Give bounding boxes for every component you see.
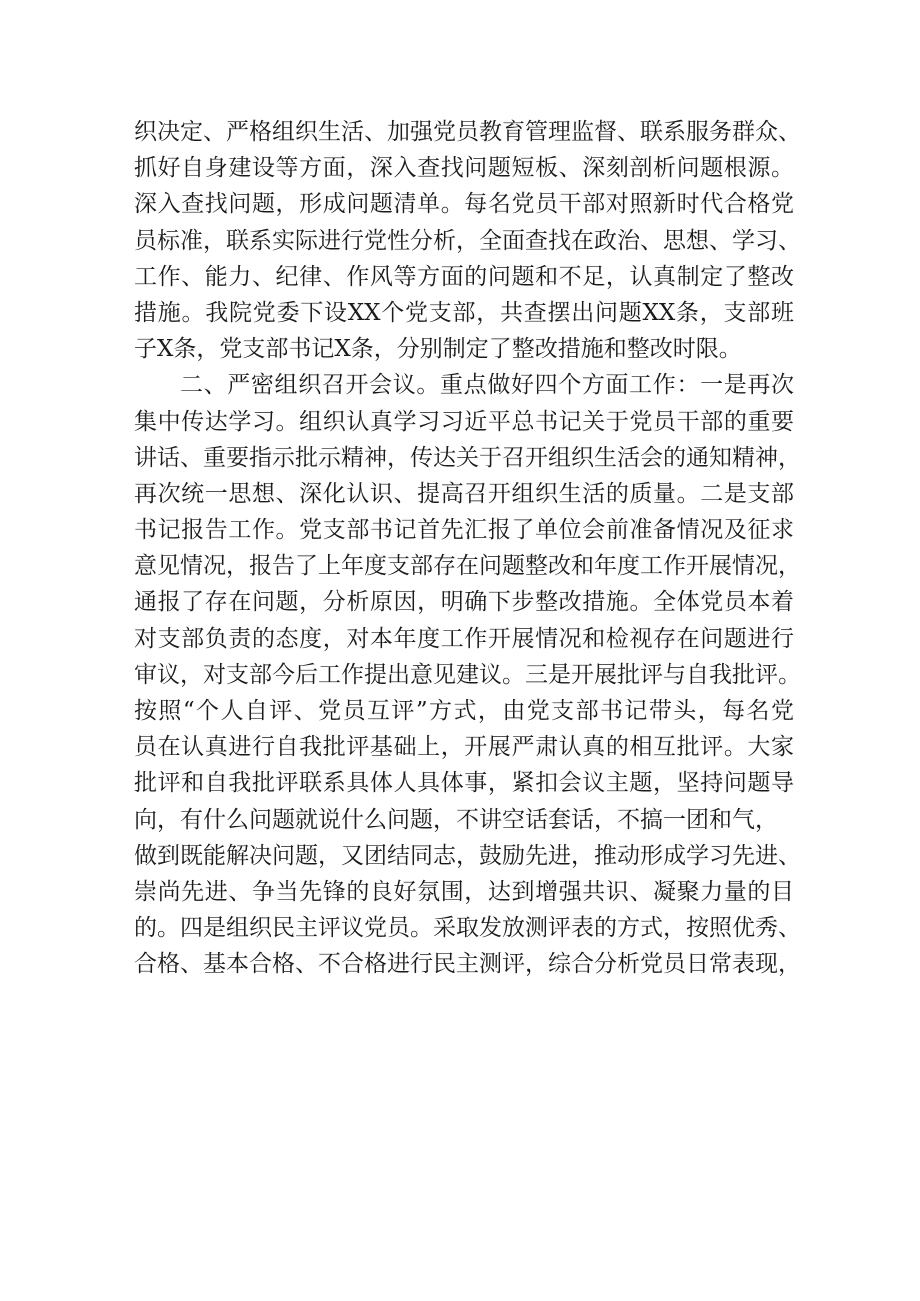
paragraph-end-line: 子X条，党支部书记X条，分别制定了整改措施和整改时限。 bbox=[134, 336, 742, 363]
text-line: 抓好自身建设等方面，深入查找问题短板、深刻剖析问题根源。 bbox=[134, 155, 794, 182]
section-heading-line: 二、严密组织召开会议。重点做好四个方面工作：一是再次 bbox=[180, 372, 794, 399]
text-line: 员在认真进行自我批评基础上，开展严肃认真的相互批评。大家 bbox=[134, 734, 794, 761]
text-line: 书记报告工作。党支部书记首先汇报了单位会前准备情况及征求 bbox=[134, 517, 794, 544]
text-line: 讲话、重要指示批示精神，传达关于召开组织生活会的通知精神， bbox=[134, 444, 801, 471]
text-line: 按照“个人自评、党员互评”方式，由党支部书记带头，每名党 bbox=[134, 698, 794, 724]
text-line: 再次统一思想、深化认识、提高召开组织生活的质量。二是支部 bbox=[134, 480, 794, 507]
text-line: 做到既能解决问题，又团结同志，鼓励先进，推动形成学习先进、 bbox=[134, 842, 801, 869]
text-line: 的。四是组织民主评议党员。采取发放测评表的方式，按照优秀、 bbox=[134, 915, 801, 942]
text-line: 向，有什么问题就说什么问题，不讲空话套话，不搞一团和气， bbox=[134, 806, 778, 833]
text-line: 意见情况，报告了上年度支部存在问题整改和年度工作开展情况， bbox=[134, 553, 801, 580]
text-line: 对支部负责的态度，对本年度工作开展情况和检视存在问题进行 bbox=[134, 625, 794, 652]
text-line: 深入查找问题，形成问题清单。每名党员干部对照新时代合格党 bbox=[134, 191, 794, 218]
body-text bbox=[134, 114, 801, 983]
text-line: 措施。我院党委下设XX个党支部，共查摆出问题XX条，支部班 bbox=[134, 299, 794, 326]
text-line: 崇尚先进、争当先锋的良好氛围，达到增强共识、凝聚力量的目 bbox=[134, 878, 794, 905]
text-line: 集中传达学习。组织认真学习习近平总书记关于党员干部的重要 bbox=[134, 408, 794, 435]
text-line: 审议，对支部今后工作提出意见建议。三是开展批评与自我批评。 bbox=[134, 661, 801, 688]
text-line: 批评和自我批评联系具体人具体事，紧扣会议主题，坚持问题导 bbox=[134, 770, 794, 797]
text-line: 工作、能力、纪律、作风等方面的问题和不足，认真制定了整改 bbox=[134, 263, 794, 290]
text-line: 合格、基本合格、不合格进行民主测评，综合分析党员日常表现， bbox=[134, 951, 801, 978]
text-line: 员标准，联系实际进行党性分析，全面查找在政治、思想、学习、 bbox=[134, 227, 801, 254]
text-line: 通报了存在问题，分析原因，明确下步整改措施。全体党员本着 bbox=[134, 589, 794, 616]
text-line: 织决定、严格组织生活、加强党员教育管理监督、联系服务群众、 bbox=[134, 119, 801, 145]
